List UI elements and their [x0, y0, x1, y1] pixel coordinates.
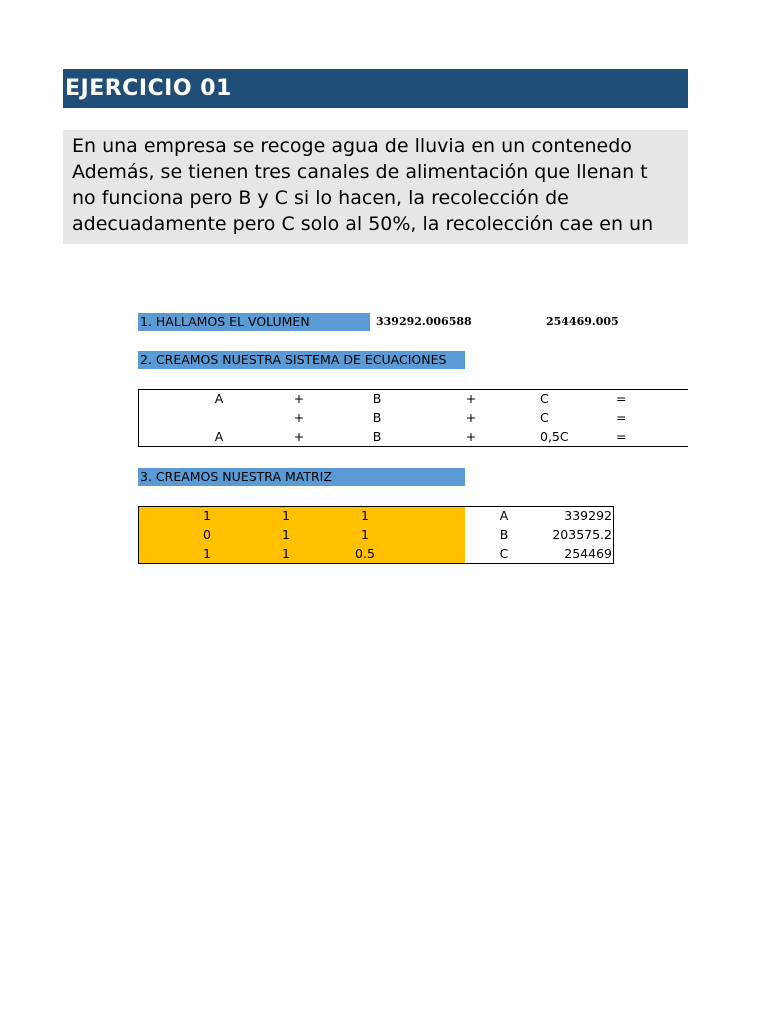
matrix-cell: 0.5	[355, 546, 375, 561]
matrix-cell: 1	[203, 508, 211, 523]
exercise-title: EJERCICIO 01	[63, 69, 688, 108]
coefficient-matrix	[138, 506, 614, 564]
matrix-cell: 1	[282, 508, 290, 523]
step1-label: 1. HALLAMOS EL VOLUMEN	[138, 313, 370, 331]
eq-cell: B	[372, 429, 382, 444]
eq-cell: C	[540, 391, 549, 406]
eq-cell: =	[616, 391, 627, 406]
eq-cell: =	[616, 410, 627, 425]
matrix-cell: 1	[282, 527, 290, 542]
matrix-var: B	[499, 527, 509, 542]
equation-system	[138, 389, 688, 447]
problem-line-4: adecuadamente pero C solo al 50%, la recolección cae en un	[72, 213, 654, 235]
eq-cell: +	[293, 429, 305, 444]
problem-line-2: Además, se tienen tres canales de alimentación que llenan t	[72, 161, 648, 183]
step2-label: 2. CREAMOS NUESTRA SISTEMA DE ECUACIONES	[138, 351, 465, 369]
eq-cell: 0,5C	[540, 429, 569, 444]
eq-cell: C	[540, 410, 549, 425]
matrix-result: 339292	[564, 508, 612, 523]
problem-statement	[63, 130, 688, 244]
matrix-result: 203575.2	[552, 527, 612, 542]
matrix-var: C	[499, 546, 509, 561]
volume-value-1: 339292.006588	[376, 315, 472, 328]
step3-label: 3. CREAMOS NUESTRA MATRIZ	[138, 468, 465, 486]
matrix-result: 254469	[564, 546, 612, 561]
eq-cell: +	[293, 410, 305, 425]
matrix-var: A	[499, 508, 509, 523]
eq-cell: B	[372, 391, 382, 406]
eq-cell: +	[465, 391, 477, 406]
volume-value-2: 254469.005	[546, 315, 619, 328]
matrix-cell: 1	[361, 527, 369, 542]
eq-cell: +	[465, 410, 477, 425]
eq-cell: A	[214, 429, 224, 444]
problem-line-1: En una empresa se recoge agua de lluvia en un contenedo	[72, 135, 632, 157]
matrix-cell: 0	[203, 527, 211, 542]
eq-cell: +	[293, 391, 305, 406]
eq-cell: =	[616, 429, 627, 444]
matrix-cell: 1	[282, 546, 290, 561]
problem-line-3: no funciona pero B y C si lo hacen, la recolección de	[72, 187, 569, 209]
eq-cell: B	[372, 410, 382, 425]
eq-cell: A	[214, 391, 224, 406]
matrix-cell: 1	[361, 508, 369, 523]
matrix-cell: 1	[203, 546, 211, 561]
eq-cell: +	[465, 429, 477, 444]
